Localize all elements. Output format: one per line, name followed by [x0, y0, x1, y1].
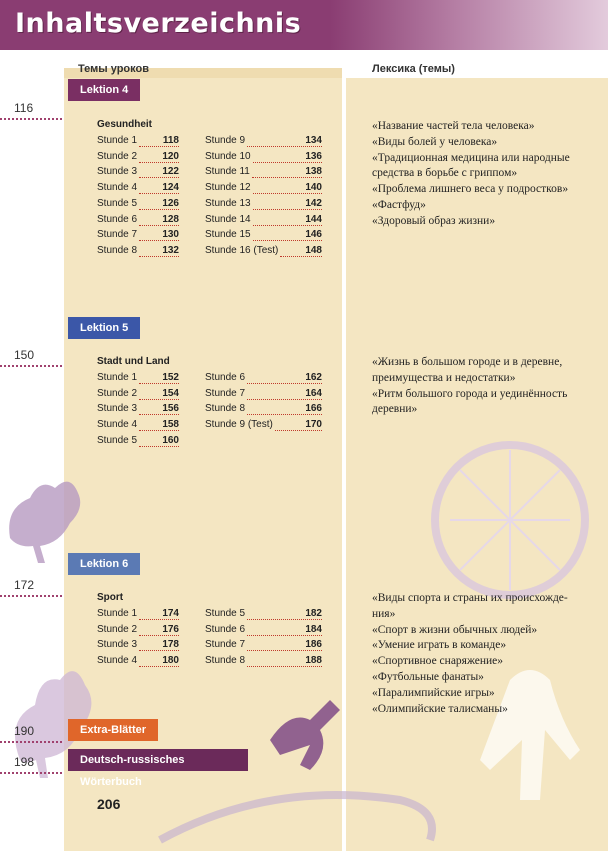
column-heading-topics: Темы уроков [78, 63, 149, 75]
stunde-page: 180 [162, 655, 179, 667]
column-heading-vocabulary: Лексика (темы) [372, 63, 455, 75]
stunde-page: 188 [305, 655, 322, 667]
leader-dots [280, 256, 322, 257]
stunde-page: 144 [305, 213, 322, 225]
stunde-row [205, 639, 322, 653]
vocabulary-line: «Название частей тела человека» [372, 120, 535, 132]
stunde-label: Stunde 8 [97, 244, 138, 256]
leader-dots [139, 666, 179, 667]
stunde-label: Stunde 3 [97, 166, 138, 178]
stunde-page: 164 [305, 387, 322, 399]
stunde-row [97, 388, 179, 402]
vocabulary-line: «Здоровый образ жизни» [372, 214, 496, 227]
stunde-label: Stunde 1 [97, 608, 138, 619]
stunde-label: Stunde 14 [205, 213, 251, 225]
stunde-row [205, 135, 322, 149]
lesson-subtitle: Gesundheit [97, 119, 153, 130]
stunde-label: Stunde 2 [97, 387, 138, 399]
page-dots [0, 118, 62, 120]
stunde-page: 166 [305, 403, 322, 415]
stunde-row [97, 608, 179, 622]
page-dots [0, 741, 62, 743]
stunde-page: 174 [162, 608, 179, 619]
stunde-row [97, 198, 179, 212]
stunde-label: Stunde 4 [97, 419, 138, 431]
stunde-page: 170 [305, 419, 322, 431]
stunde-label: Stunde 13 [205, 197, 251, 209]
stunde-page: 128 [162, 213, 179, 225]
stunde-label: Stunde 3 [97, 403, 138, 415]
stunde-row [97, 419, 179, 433]
stunde-row [205, 245, 322, 259]
leader-dots [139, 414, 179, 415]
stunde-page: 140 [305, 182, 322, 194]
vocabulary-line: преимущества и недостатки» [372, 371, 516, 384]
stunde-row [205, 372, 322, 386]
lesson-start-page: 150 [14, 348, 35, 362]
stunde-page: 142 [305, 197, 322, 209]
leader-dots [253, 209, 322, 210]
leader-dots [139, 399, 179, 400]
leader-dots [139, 193, 179, 194]
leader-dots [139, 635, 179, 636]
leader-dots [252, 177, 322, 178]
dictionary-start-page: 198 [14, 755, 35, 769]
page-title: Inhaltsverzeichnis [15, 8, 302, 39]
lesson-start-page: 116 [14, 101, 34, 115]
leader-dots [247, 635, 322, 636]
stunde-page: 186 [305, 639, 322, 651]
stunde-label: Stunde 1 [97, 135, 138, 146]
stunde-label: Stunde 5 [205, 608, 246, 619]
leader-dots [139, 430, 179, 431]
stunde-label: Stunde 8 [205, 403, 246, 415]
stunde-row [205, 229, 322, 243]
leader-dots [139, 619, 179, 620]
stunde-row [97, 372, 179, 386]
stunde-label: Stunde 6 [205, 372, 246, 383]
vocabulary-line: «Умение играть в команде» [372, 639, 507, 652]
stunde-page: 162 [305, 372, 322, 383]
stunde-row [97, 166, 179, 180]
stunde-page: 184 [305, 623, 322, 635]
stunde-label: Stunde 2 [97, 150, 138, 162]
leader-dots [247, 619, 322, 620]
stunde-label: Stunde 6 [205, 623, 246, 635]
stunde-page: 182 [305, 608, 322, 619]
page-dots [0, 595, 62, 597]
stunde-row [205, 388, 322, 402]
leader-dots [139, 446, 179, 447]
stunde-page: 136 [305, 150, 322, 162]
stunde-page: 178 [162, 639, 179, 651]
leader-dots [253, 193, 322, 194]
stunde-row [97, 135, 179, 149]
dictionary-label: Deutsch-russisches Wörterbuch [68, 749, 248, 771]
stunde-row [97, 229, 179, 243]
leader-dots [247, 146, 322, 147]
header-fade [330, 0, 608, 50]
stunde-row [205, 655, 322, 669]
extra-label: Extra-Blätter [68, 719, 158, 741]
stunde-page: 120 [162, 150, 179, 162]
stunde-row [97, 245, 179, 259]
stunde-label: Stunde 11 [205, 166, 250, 178]
stunde-label: Stunde 15 [205, 229, 251, 241]
stunde-page: 134 [305, 135, 322, 146]
leader-dots [247, 399, 322, 400]
leader-dots [139, 177, 179, 178]
stunde-page: 118 [162, 135, 179, 146]
stunde-page: 152 [162, 372, 179, 383]
leader-dots [247, 650, 322, 651]
stunde-page: 124 [162, 182, 179, 194]
stunde-label: Stunde 9 [205, 135, 246, 146]
leader-dots [275, 430, 322, 431]
vocabulary-line: «Паралимпийские игры» [372, 686, 495, 699]
stunde-row [97, 655, 179, 669]
vocabulary-line: «Традиционная медицина или народные [372, 151, 570, 164]
stunde-page: 154 [162, 387, 179, 399]
leader-dots [139, 256, 179, 257]
leader-dots [139, 146, 179, 147]
vocabulary-line: «Фастфуд» [372, 198, 426, 211]
stunde-row [97, 182, 179, 196]
leader-dots [247, 414, 322, 415]
stunde-row [205, 214, 322, 228]
lesson-label-4: Lektion 4 [68, 79, 140, 101]
stethoscope-icon [150, 760, 450, 851]
stunde-label: Stunde 7 [205, 639, 246, 651]
stunde-label: Stunde 2 [97, 623, 138, 635]
stunde-label: Stunde 12 [205, 182, 251, 194]
stunde-row [205, 403, 322, 417]
vocabulary-line: средства в борьбе с гриппом» [372, 167, 518, 180]
stunde-label: Stunde 9 (Test) [205, 419, 273, 431]
stunde-label: Stunde 7 [205, 387, 246, 399]
stunde-row [205, 182, 322, 196]
lesson-6-vocabulary [372, 591, 608, 717]
leader-dots [247, 666, 322, 667]
stunde-row [97, 151, 179, 165]
vocabulary-line: «Жизнь в большом городе и в деревне, [372, 356, 563, 368]
leader-dots [247, 383, 322, 384]
stunde-page: 122 [162, 166, 179, 178]
leader-dots [139, 209, 179, 210]
vocabulary-line: «Футбольные фанаты» [372, 670, 484, 683]
vocabulary-line: «Проблема лишнего веса у подростков» [372, 183, 569, 196]
lesson-5-vocabulary [372, 355, 608, 418]
page-dots [0, 772, 62, 774]
stunde-label: Stunde 6 [97, 213, 138, 225]
stunde-row [205, 166, 322, 180]
lesson-label-5: Lektion 5 [68, 317, 140, 339]
leader-dots [253, 162, 322, 163]
stunde-label: Stunde 7 [97, 229, 138, 241]
lesson-start-page: 172 [14, 578, 35, 592]
stunde-row [97, 403, 179, 417]
vocabulary-line: «Олимпийские талисманы» [372, 702, 508, 715]
leader-dots [139, 240, 179, 241]
stunde-label: Stunde 4 [97, 182, 138, 194]
page-number: 206 [97, 796, 121, 812]
stunde-row [97, 214, 179, 228]
stunde-label: Stunde 16 (Test) [205, 244, 279, 256]
stunde-row [205, 624, 322, 638]
vocabulary-line: «Ритм большого города и уединённость [372, 387, 568, 400]
stunde-page: 126 [162, 197, 179, 209]
leader-dots [139, 225, 179, 226]
stunde-row [97, 639, 179, 653]
stunde-row [205, 608, 322, 622]
leader-dots [139, 383, 179, 384]
stunde-page: 158 [162, 419, 179, 431]
stunde-row [205, 151, 322, 165]
leader-dots [253, 240, 322, 241]
stunde-page: 130 [162, 229, 179, 241]
stunde-label: Stunde 10 [205, 150, 251, 162]
stunde-label: Stunde 5 [97, 197, 138, 209]
leader-dots [253, 225, 322, 226]
stunde-label: Stunde 3 [97, 639, 138, 651]
lesson-4-vocabulary [372, 119, 608, 230]
stunde-label: Stunde 4 [97, 655, 138, 667]
stunde-row [97, 624, 179, 638]
page-dots [0, 365, 62, 367]
lesson-subtitle: Sport [97, 592, 124, 603]
stunde-page: 138 [305, 166, 322, 178]
leader-dots [139, 650, 179, 651]
vocabulary-line: «Виды болей у человека» [372, 135, 498, 148]
vocabulary-line: ния» [372, 607, 396, 620]
stunde-page: 132 [162, 244, 179, 256]
stunde-label: Stunde 5 [97, 434, 138, 446]
stunde-label: Stunde 8 [205, 655, 246, 667]
stunde-row [205, 198, 322, 212]
stunde-label: Stunde 1 [97, 372, 138, 383]
extra-start-page: 190 [14, 724, 35, 738]
stunde-row [205, 419, 322, 433]
leader-dots [139, 162, 179, 163]
lesson-subtitle: Stadt und Land [97, 356, 170, 367]
stunde-page: 148 [305, 244, 322, 256]
vocabulary-line: «Спорт в жизни обычных людей» [372, 623, 538, 636]
vocabulary-line: деревни» [372, 403, 418, 416]
stunde-page: 176 [162, 623, 179, 635]
vocabulary-line: «Спортивное снаряжение» [372, 655, 504, 668]
lesson-label-6: Lektion 6 [68, 553, 140, 575]
stunde-page: 156 [162, 403, 179, 415]
stunde-page: 146 [305, 229, 322, 241]
stunde-row [97, 435, 179, 449]
stunde-page: 160 [162, 434, 179, 446]
vocabulary-line: «Виды спорта и страны их происхожде- [372, 592, 568, 604]
